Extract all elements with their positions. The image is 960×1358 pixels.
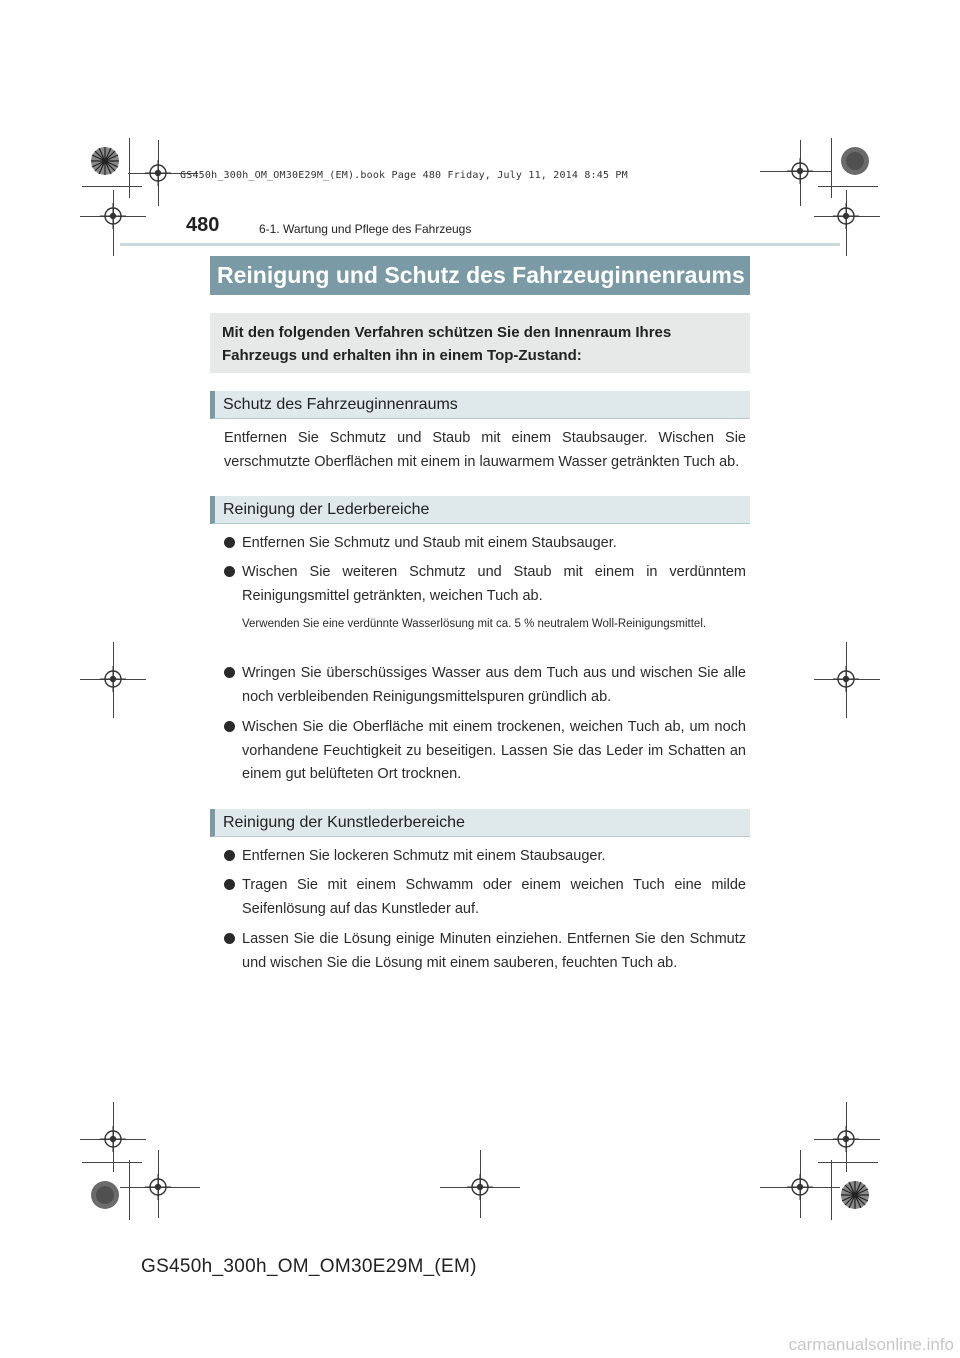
gray-circle-icon xyxy=(90,1180,120,1210)
header-divider xyxy=(120,243,840,246)
page-number: 480 xyxy=(186,214,220,236)
registration-mark-icon xyxy=(145,1174,171,1200)
list-item xyxy=(224,928,746,975)
section-protection-text: Entfernen Sie Schmutz und Staub mit einem Staubsauger. Wischen Sie verschmutzte Oberflächen mit einem in lauwarmem Wasser getränkten Tuch ab. xyxy=(224,430,746,470)
intro-text: Mit den folgenden Verfahren schützen Sie den Innenraum Ihres Fahrzeugs und erhalten ihn in einem Top-Zustand: xyxy=(222,324,672,364)
watermark: carmanualsonline.info xyxy=(788,1335,954,1354)
bullet-icon xyxy=(224,933,235,944)
gray-circle-icon xyxy=(840,146,870,176)
page-title: Reinigung und Schutz des Fahrzeuginnenraums xyxy=(210,256,750,295)
print-book-info: GS450h_300h_OM_OM30E29M_(EM).book Page 480 Friday, July 11, 2014 8:45 PM xyxy=(180,170,628,181)
section-heading-leather: Reinigung der Lederbereiche xyxy=(210,496,750,524)
registration-mark-icon xyxy=(833,203,859,229)
starburst-wheel-icon xyxy=(90,146,120,176)
list-item-text: Entfernen Sie Schmutz und Staub mit einem Staubsauger. xyxy=(242,535,617,551)
list-item-text: Entfernen Sie lockeren Schmutz mit einem Staubsauger. xyxy=(242,848,606,864)
registration-mark-icon xyxy=(100,1126,126,1152)
bullet-icon xyxy=(224,537,235,548)
list-item-text: Wischen Sie die Oberfläche mit einem trockenen, weichen Tuch ab, um noch vorhandene Feuchtigkeit zu beseitigen. Lassen Sie das Leder im Schatten an einem gut belüfteten Ort trocknen. xyxy=(242,719,746,782)
section-heading-synthetic-leather: Reinigung der Kunstlederbereiche xyxy=(210,809,750,837)
section-heading-protection: Schutz des Fahrzeuginnenraums xyxy=(210,391,750,419)
registration-mark-icon xyxy=(833,1126,859,1152)
bullet-icon xyxy=(224,566,235,577)
intro-box xyxy=(210,313,750,373)
list-item xyxy=(224,874,746,921)
list-item-text: Tragen Sie mit einem Schwamm oder einem weichen Tuch eine milde Seifenlösung auf das Kunstleder auf. xyxy=(242,877,746,917)
starburst-wheel-icon xyxy=(840,1180,870,1210)
list-item xyxy=(224,532,746,556)
registration-mark-icon xyxy=(833,666,859,692)
list-item xyxy=(224,561,746,608)
registration-mark-icon xyxy=(100,666,126,692)
list-item xyxy=(224,716,746,787)
list-item xyxy=(224,845,746,869)
bullet-icon xyxy=(224,667,235,678)
note-text: Verwenden Sie eine verdünnte Wasserlösung mit ca. 5 % neutralem Woll-Reinigungsmittel. xyxy=(242,618,707,630)
registration-mark-icon xyxy=(145,160,171,186)
bullet-icon xyxy=(224,879,235,890)
list-item-text: Lassen Sie die Lösung einige Minuten einziehen. Entfernen Sie den Schmutz und wischen Sie die Lösung mit einem sauberen, feuchten Tuch ab. xyxy=(242,931,746,971)
registration-mark-icon xyxy=(100,203,126,229)
list-item xyxy=(224,662,746,709)
list-item-text: Wringen Sie überschüssiges Wasser aus dem Tuch aus und wischen Sie alle noch verbleibenden Reinigungsmittelspuren gründlich ab. xyxy=(242,665,746,705)
list-item-text: Wischen Sie weiteren Schmutz und Staub mit einem in verdünntem Reinigungsmittel getränkten, weichen Tuch ab. xyxy=(242,564,746,604)
registration-mark-icon xyxy=(787,158,813,184)
bullet-icon xyxy=(224,721,235,732)
bullet-icon xyxy=(224,850,235,861)
registration-mark-icon xyxy=(467,1174,493,1200)
document-code: GS450h_300h_OM_OM30E29M_(EM) xyxy=(141,1256,477,1277)
section-reference: 6-1. Wartung und Pflege des Fahrzeugs xyxy=(259,222,472,236)
registration-mark-icon xyxy=(787,1174,813,1200)
